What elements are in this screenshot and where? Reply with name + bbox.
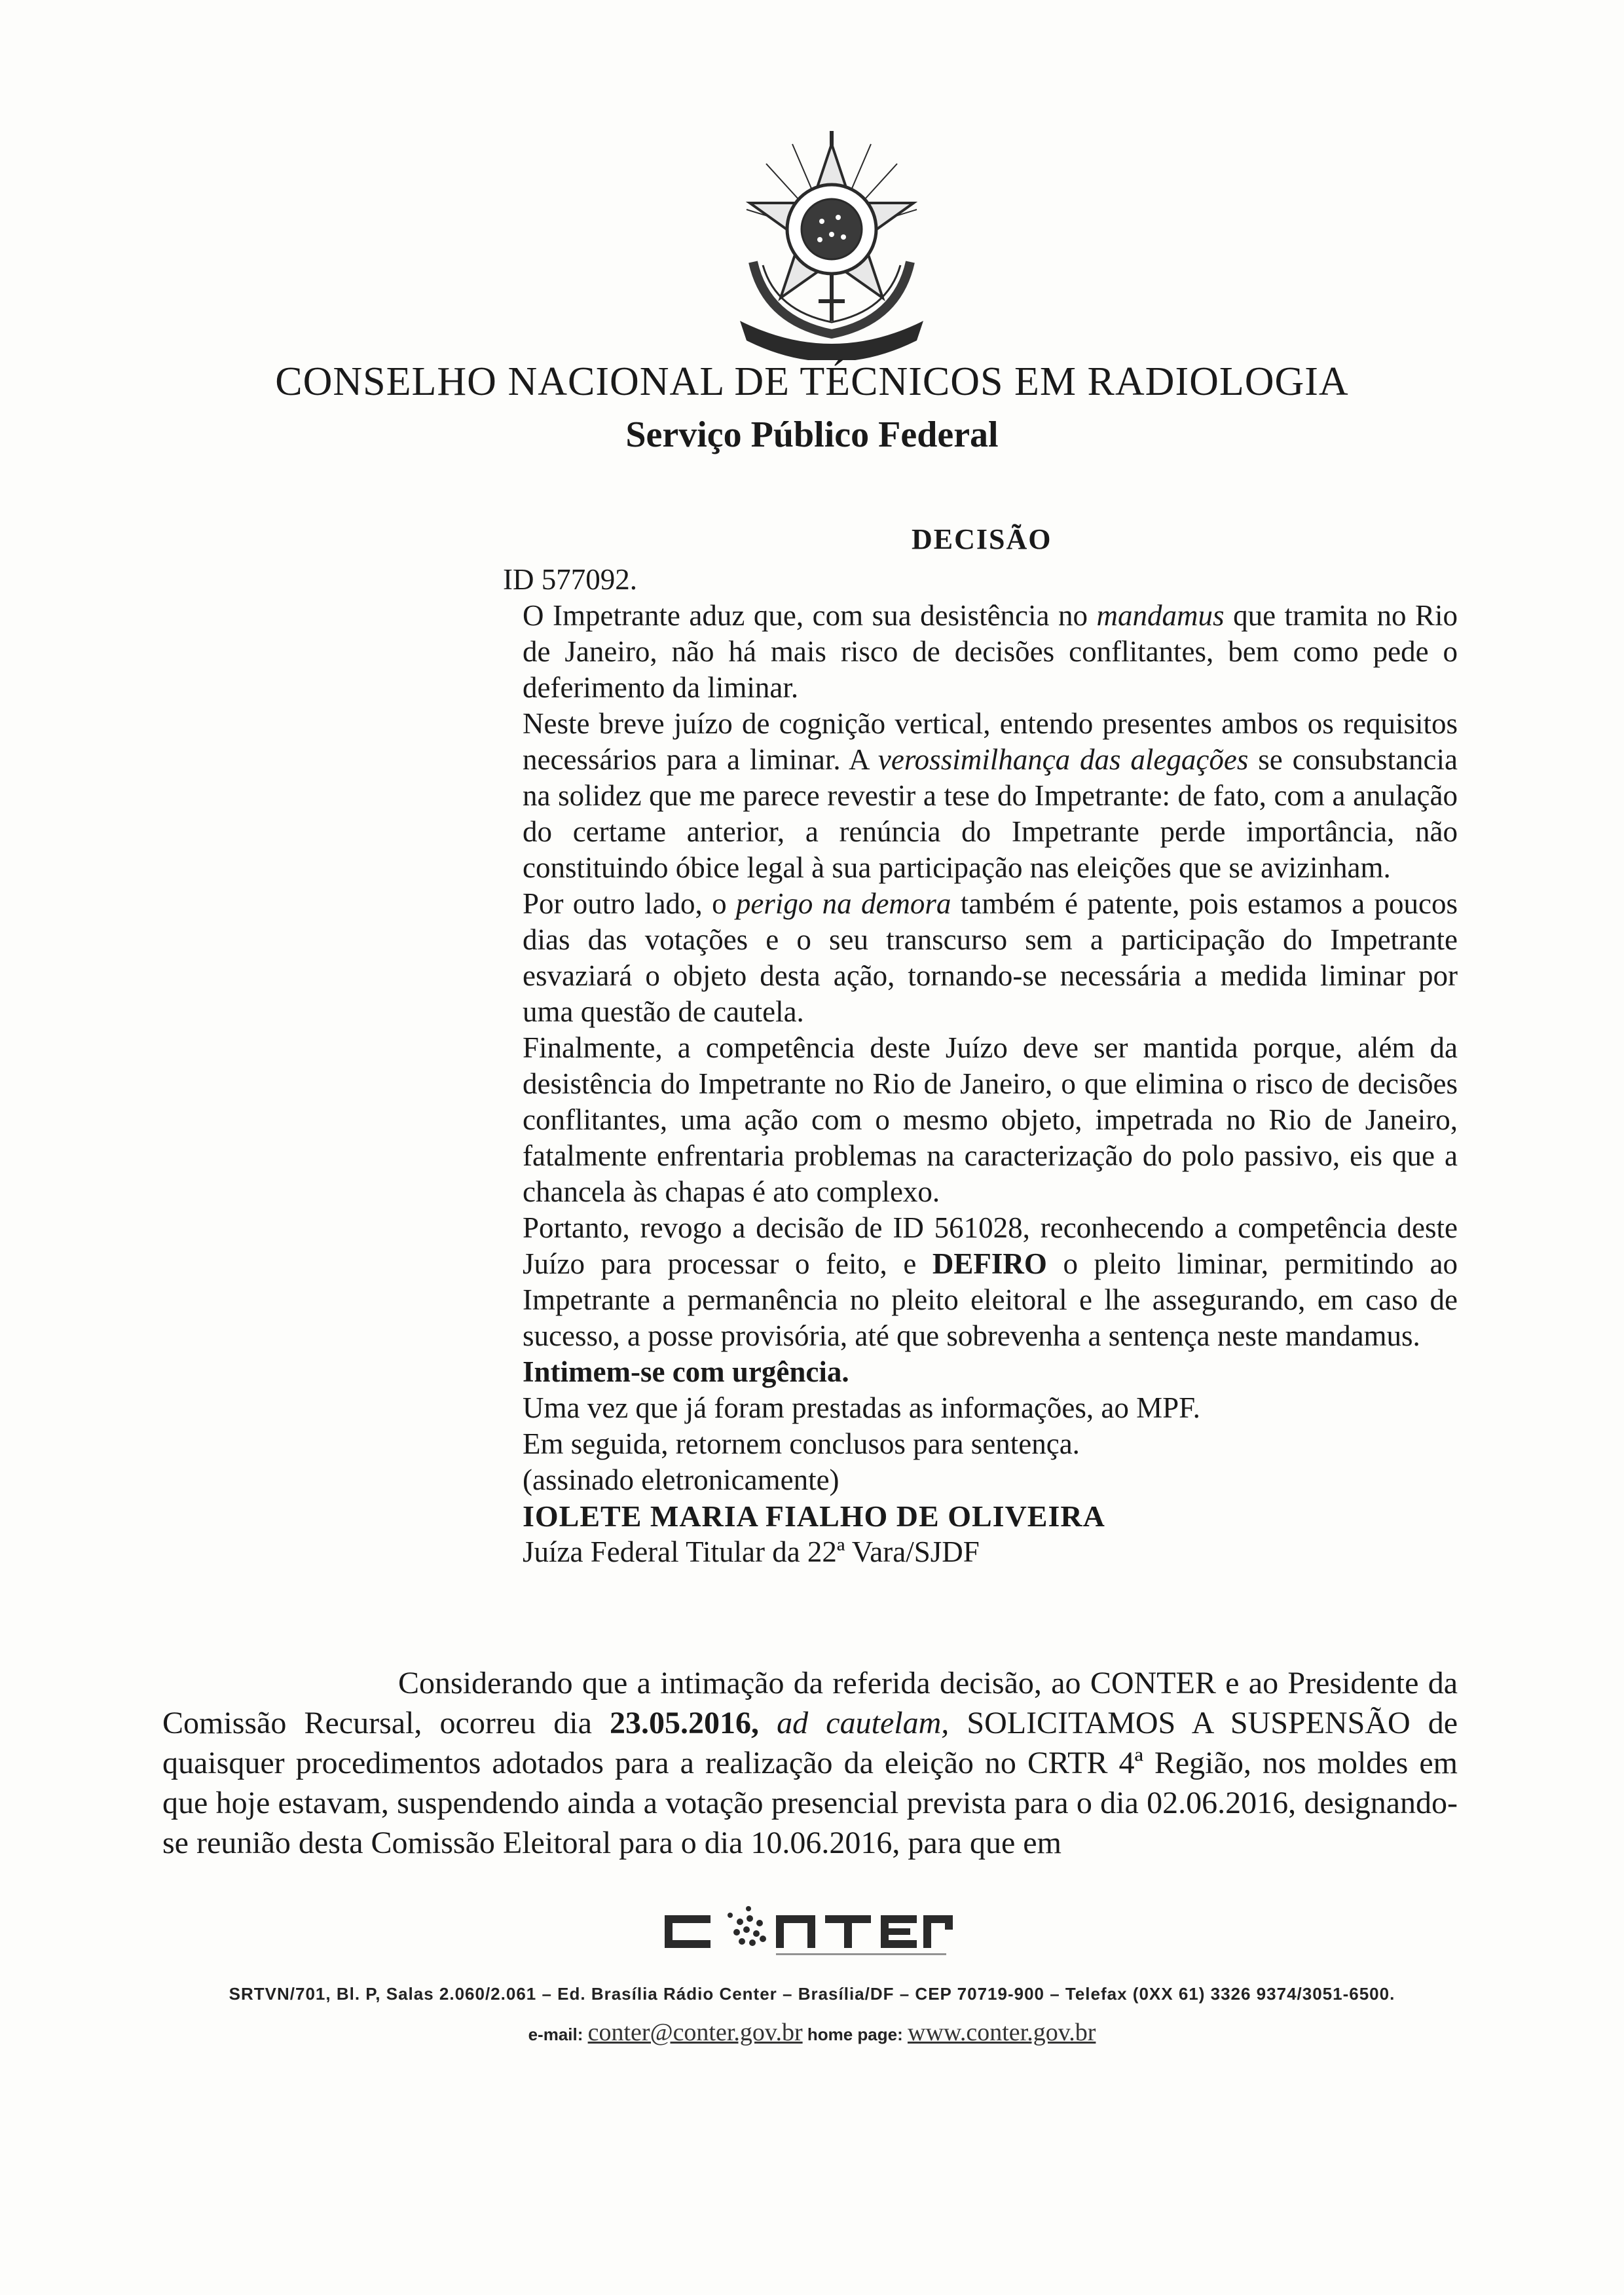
decision-p5-bold: DEFIRO <box>932 1247 1047 1280</box>
homepage-label: home page: <box>807 2025 903 2044</box>
main-text-1: Considerando que a intimação da referida decisão, ao CONTER e ao Presidente da Comissão Recursal, ocorreu dia <box>162 1666 1458 1740</box>
decision-paragraph-4: Finalmente, a competência deste Juízo deve ser mantida porque, além da desistência do Impetrante no Rio de Janeiro, o que elimina o risco de decisões conflitantes, uma ação com o mesmo objeto, impetrada no Rio de Janeiro, fatalmente enfrentaria problemas na caracterização do polo passivo, eis que a chancela às chapas é ato complexo. <box>523 1031 1458 1208</box>
footer-contact <box>0 2018 1624 2047</box>
organization-subtitle: Serviço Público Federal <box>625 414 999 455</box>
decision-heading: DECISÃO <box>912 523 1052 555</box>
main-date-bold: 23.05.2016, <box>610 1706 760 1740</box>
decision-paragraph-9: (assinado eletronicamente) <box>523 1463 840 1496</box>
decision-p5-text: Portanto, revogo a decisão de ID 561028, reconhecendo a competência deste Juízo para processar o feito, e <box>523 1211 1458 1280</box>
conter-logo-icon <box>665 1896 953 1968</box>
decision-p3-italic: perigo na demora <box>735 887 951 920</box>
main-ad-cautelam: ad cautelam, <box>777 1706 950 1740</box>
organization-name: CONSELHO NACIONAL DE TÉCNICOS EM RADIOLOGIA <box>275 359 1349 404</box>
decision-p3-text: Por outro lado, o <box>523 887 727 920</box>
decision-p2-text: Neste breve juízo de cognição vertical, entendo presentes ambos os requisitos necessários para a liminar. A <box>523 707 1458 776</box>
decision-p1-italic: mandamus <box>1096 599 1225 632</box>
decision-p3-end: também é patente, pois estamos a poucos dias das votações e o seu transcurso sem a participação do Impetrante esvaziará o objeto desta ação, tornando-se necessária a medida liminar por uma questão de cautela. <box>523 887 1458 1028</box>
decision-paragraph-3 <box>523 886 1458 1030</box>
decision-p5-end: o pleito liminar, permitindo ao Impetrante a permanência no pleito eleitoral e lhe assegurando, em caso de sucesso, a posse provisória, até que sobrevenha a sentença neste mandamus. <box>523 1247 1458 1352</box>
decision-paragraph-7: Uma vez que já foram prestadas as informações, ao MPF. <box>523 1391 1200 1424</box>
decision-paragraph-1 <box>523 598 1458 706</box>
brazil-coat-of-arms-icon <box>727 124 936 360</box>
signer-name: IOLETE MARIA FIALHO DE OLIVEIRA <box>523 1499 1105 1533</box>
decision-p1-end: que tramita no Rio de Janeiro, não há mais risco de decisões conflitantes, bem como pede o deferimento da liminar. <box>523 599 1458 704</box>
homepage-link[interactable]: www.conter.gov.br <box>908 2019 1096 2046</box>
decision-p2-italic: verossimilhança das alegações <box>877 743 1249 776</box>
decision-paragraph-2 <box>523 706 1458 886</box>
footer-address: SRTVN/701, Bl. P, Salas 2.060/2.061 – Ed. Brasília Rádio Center – Brasília/DF – CEP 70719-900 – Telefax (0XX 61) 3326 9374/3051-6500. <box>229 1984 1395 2004</box>
decision-p1-text: O Impetrante aduz que, com sua desistência no <box>523 599 1088 632</box>
decision-paragraph-5 <box>523 1210 1458 1354</box>
decision-id: ID 577092. <box>503 563 637 596</box>
main-body-text <box>162 1663 1458 1863</box>
email-label: e-mail: <box>528 2025 583 2044</box>
main-paragraph <box>162 1663 1458 1863</box>
decision-paragraph-8: Em seguida, retornem conclusos para sentença. <box>523 1427 1080 1460</box>
decision-quote <box>503 562 1458 1570</box>
decision-paragraph-6: Intimem-se com urgência. <box>523 1355 849 1388</box>
main-text-2: SOLICITAMOS A SUSPENSÃO de quaisquer procedimentos adotados para a realização da eleição no CRTR 4ª Região, nos moldes em que hoje estavam, suspendendo ainda a votação presencial prevista para o dia 02.06.2016, designando-se reunião desta Comissão Eleitoral para o dia 10.06.2016, para que em <box>162 1706 1458 1860</box>
signer-title: Juíza Federal Titular da 22ª Vara/SJDF <box>523 1535 980 1568</box>
decision-p2-end: se consubstancia na solidez que me parece revestir a tese do Impetrante: de fato, com a anulação do certame anterior, a renúncia do Impetrante perde importância, não constituindo óbice legal à sua participação nas eleições que se avizinham. <box>523 743 1458 884</box>
email-link[interactable]: conter@conter.gov.br <box>587 2019 803 2046</box>
